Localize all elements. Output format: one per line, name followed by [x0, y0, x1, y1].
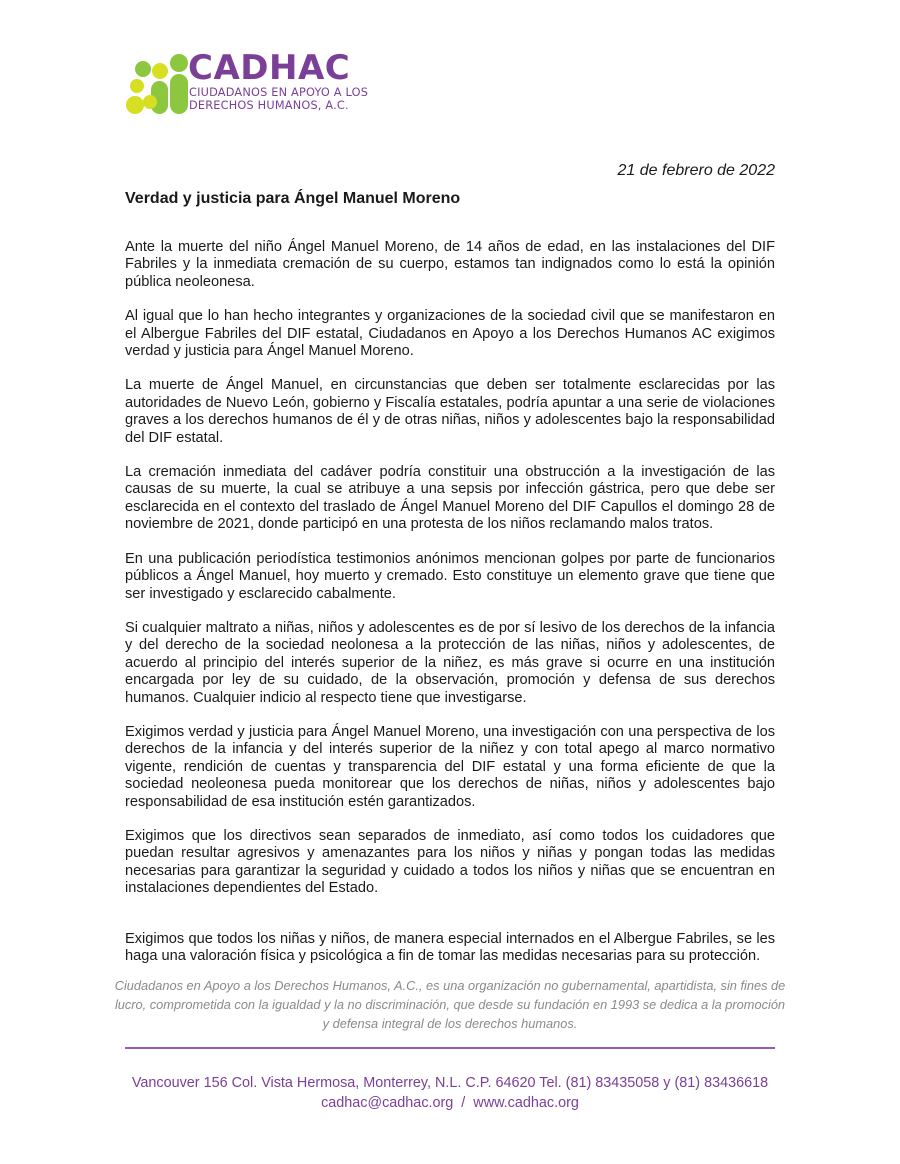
paragraph: En una publicación periodística testimonios anónimos mencionan golpes por parte de funcionarios públicos a Ángel Manuel, hoy muerto y cremado. Esto constituye un elemento grave que tiene que ser investigado y esclarecido cabalmente.	[125, 550, 775, 602]
cadhac-logo	[126, 50, 386, 120]
people-logo-icon	[126, 50, 188, 116]
footer-divider	[125, 1047, 775, 1049]
logo-name: CADHAC	[188, 48, 351, 88]
address-line: Vancouver 156 Col. Vista Hermosa, Monterrey, N.L. C.P. 64620 Tel. (81) 83435058 y (81) 83436618	[131, 1075, 769, 1091]
paragraph: Exigimos verdad y justicia para Ángel Manuel Moreno, una investigación con una perspectiva de los derechos de la infancia y del interés superior de la niñez y con total apego al marco normativo vigente, rendición de cuentas y transparencia del DIF estatal y una forma eficiente de que la sociedad neoleonesa pueda monitorear que los derechos de niñas, niños y adolescentes bajo responsabilidad de esa institución estén garantizados.	[125, 723, 775, 810]
contact-line: cadhac@cadhac.org / www.cadhac.org	[321, 1095, 579, 1111]
organization-footnote: Ciudadanos en Apoyo a los Derechos Humanos, A.C., es una organización no gubernamental, apartidista, sin fines de lucro, comprometida con la igualdad y la no discriminación, que desde su fundación en 1993 se dedica a la promoción y defensa integral de los derechos humanos.	[114, 978, 786, 1031]
paragraph: Exigimos que los directivos sean separados de inmediato, así como todos los cuidadores que puedan resultar agresivos y amenazantes para los niños y niñas y pongan todas las medidas necesarias para garantizar la seguridad y cuidado a todos los niños y niñas que se encuentran en instalaciones dependientes del Estado.	[125, 827, 775, 897]
logo-subtitle-line2: DERECHOS HUMANOS, A.C.	[189, 99, 349, 112]
paragraph: Al igual que lo han hecho integrantes y organizaciones de la sociedad civil que se manifestaron en el Albergue Fabriles del DIF estatal, Ciudadanos en Apoyo a los Derechos Humanos AC exigimos verdad y justicia para Ángel Manuel Moreno.	[125, 308, 775, 360]
logo-subtitle	[189, 86, 389, 112]
paragraph: Si cualquier maltrato a niñas, niños y adolescentes es de por sí lesivo de los derechos de la infancia y del derecho de la sociedad neolonesa a la protección de las niñas, niños y adolescentes, de acuerdo al principio del interés superior de la niñez, es más grave si ocurre en una institución encargada por ley de su cuidado, de la observación, promoción y defensa de sus derechos humanos. Cualquier indicio al respecto tiene que investigarse.	[125, 619, 775, 706]
paragraph: Exigimos que todos los niñas y niños, de manera especial internados en el Albergue Fabriles, se les haga una valoración física y psicológica a fin de tomar las medidas necesarias para su protección.	[125, 930, 775, 964]
document-body	[125, 239, 775, 982]
document-title: Verdad y justicia para Ángel Manuel Moreno	[125, 190, 461, 207]
footer-address	[0, 1073, 900, 1113]
document-date: 21 de febrero de 2022	[617, 162, 775, 179]
paragraph: La muerte de Ángel Manuel, en circunstancias que deben ser totalmente esclarecidas por las autoridades de Nuevo León, gobierno y Fiscalía estatales, podría apuntar a una serie de violaciones graves a los derechos humanos de él y de otras niñas, niños y adolescentes bajo la responsabilidad del DIF estatal.	[125, 377, 775, 446]
paragraph: La cremación inmediata del cadáver podría constituir una obstrucción a la investigación de las causas de su muerte, la cual se atribuye a una sepsis por infección gástrica, pero que debe ser esclarecida en el contexto del traslado de Ángel Manuel Moreno del DIF Capullos el domingo 28 de noviembre de 2021, donde participó en una protesta de los niños reclamando malos tratos.	[125, 464, 775, 533]
logo-subtitle-line1: CIUDADANOS EN APOYO A LOS	[189, 86, 369, 99]
paragraph: Ante la muerte del niño Ángel Manuel Moreno, de 14 años de edad, en las instalaciones del DIF Fabriles y la inmediata cremación de su cuerpo, estamos tan indignados como lo está la opinión pública neoleonesa.	[125, 239, 775, 290]
